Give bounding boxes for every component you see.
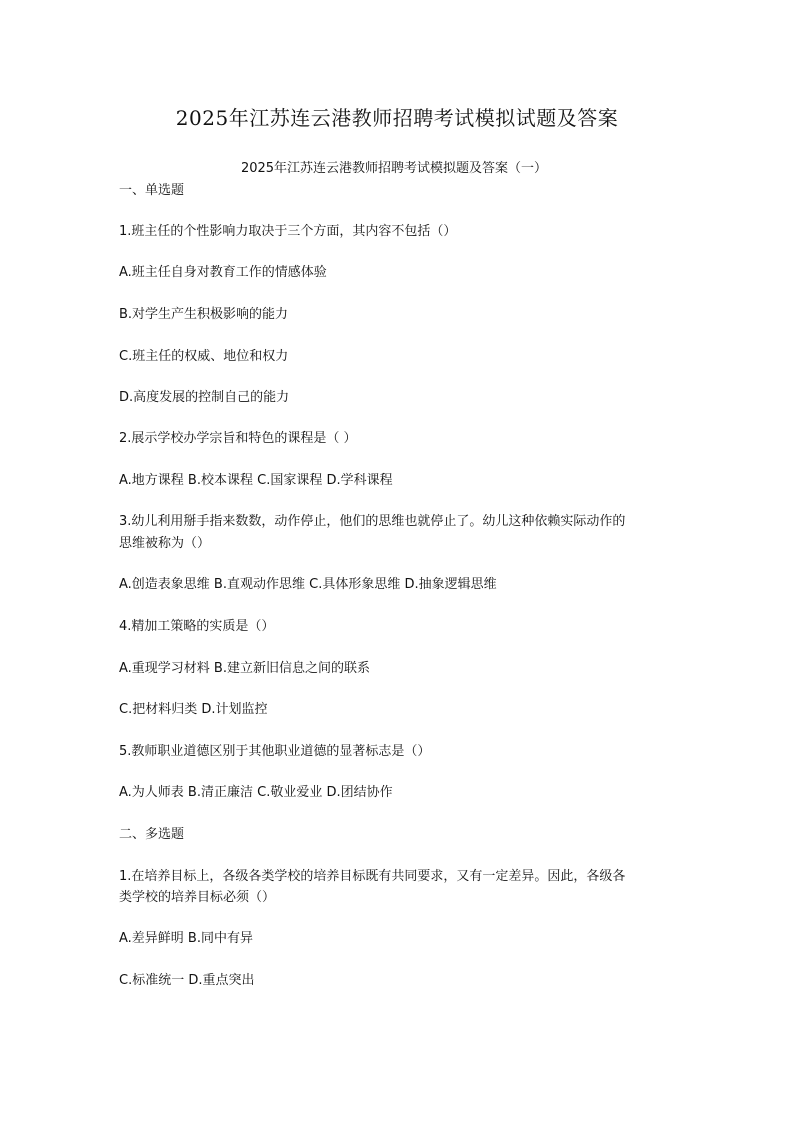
question-5: 5.教师职业道德区别于其他职业道德的显著标志是（） bbox=[119, 744, 431, 759]
question-2: 2.展示学校办学宗旨和特色的课程是（ ） bbox=[119, 431, 357, 446]
question-3-line-1: 3.幼儿利用掰手指来数数，动作停止，他们的思维也就停止了。幼儿这种依赖实际动作的 bbox=[119, 514, 626, 529]
document-subtitle: 2025年江苏连云港教师招聘考试模拟题及答案（一） bbox=[240, 161, 548, 176]
question-2-options: A.地方课程 B.校本课程 C.国家课程 D.学科课程 bbox=[119, 473, 393, 488]
question-5-options: A.为人师表 B.清正廉洁 C.敬业爱业 D.团结协作 bbox=[119, 785, 393, 800]
mc-question-1-options-cd: C.标准统一 D.重点突出 bbox=[119, 973, 255, 988]
document-title: 2025年江苏连云港教师招聘考试模拟试题及答案 bbox=[175, 106, 619, 130]
mc-question-1-options-ab: A.差异鲜明 B.同中有异 bbox=[119, 931, 253, 946]
question-4-options-ab: A.重现学习材料 B.建立新旧信息之间的联系 bbox=[119, 661, 370, 676]
section-heading-single-choice: 一、单选题 bbox=[119, 183, 185, 198]
question-4-options-cd: C.把材料归类 D.计划监控 bbox=[119, 702, 268, 717]
question-4: 4.精加工策略的实质是（） bbox=[119, 619, 275, 634]
mc-question-1-line-2: 类学校的培养目标必须（） bbox=[119, 890, 276, 905]
question-3-options: A.创造表象思维 B.直观动作思维 C.具体形象思维 D.抽象逻辑思维 bbox=[119, 577, 497, 592]
question-1-option-d: D.高度发展的控制自己的能力 bbox=[119, 390, 290, 405]
question-1: 1.班主任的个性影响力取决于三个方面，其内容不包括（） bbox=[119, 224, 457, 239]
section-heading-multiple-choice: 二、多选题 bbox=[119, 827, 185, 842]
question-1-option-b: B.对学生产生积极影响的能力 bbox=[119, 307, 289, 322]
question-3-line-2: 思维被称为（） bbox=[119, 536, 211, 551]
mc-question-1-line-1: 1.在培养目标上，各级各类学校的培养目标既有共同要求，又有一定差异。因此，各级各 bbox=[119, 869, 626, 884]
question-1-option-c: C.班主任的权威、地位和权力 bbox=[119, 349, 289, 364]
question-1-option-a: A.班主任自身对教育工作的情感体验 bbox=[119, 265, 327, 280]
